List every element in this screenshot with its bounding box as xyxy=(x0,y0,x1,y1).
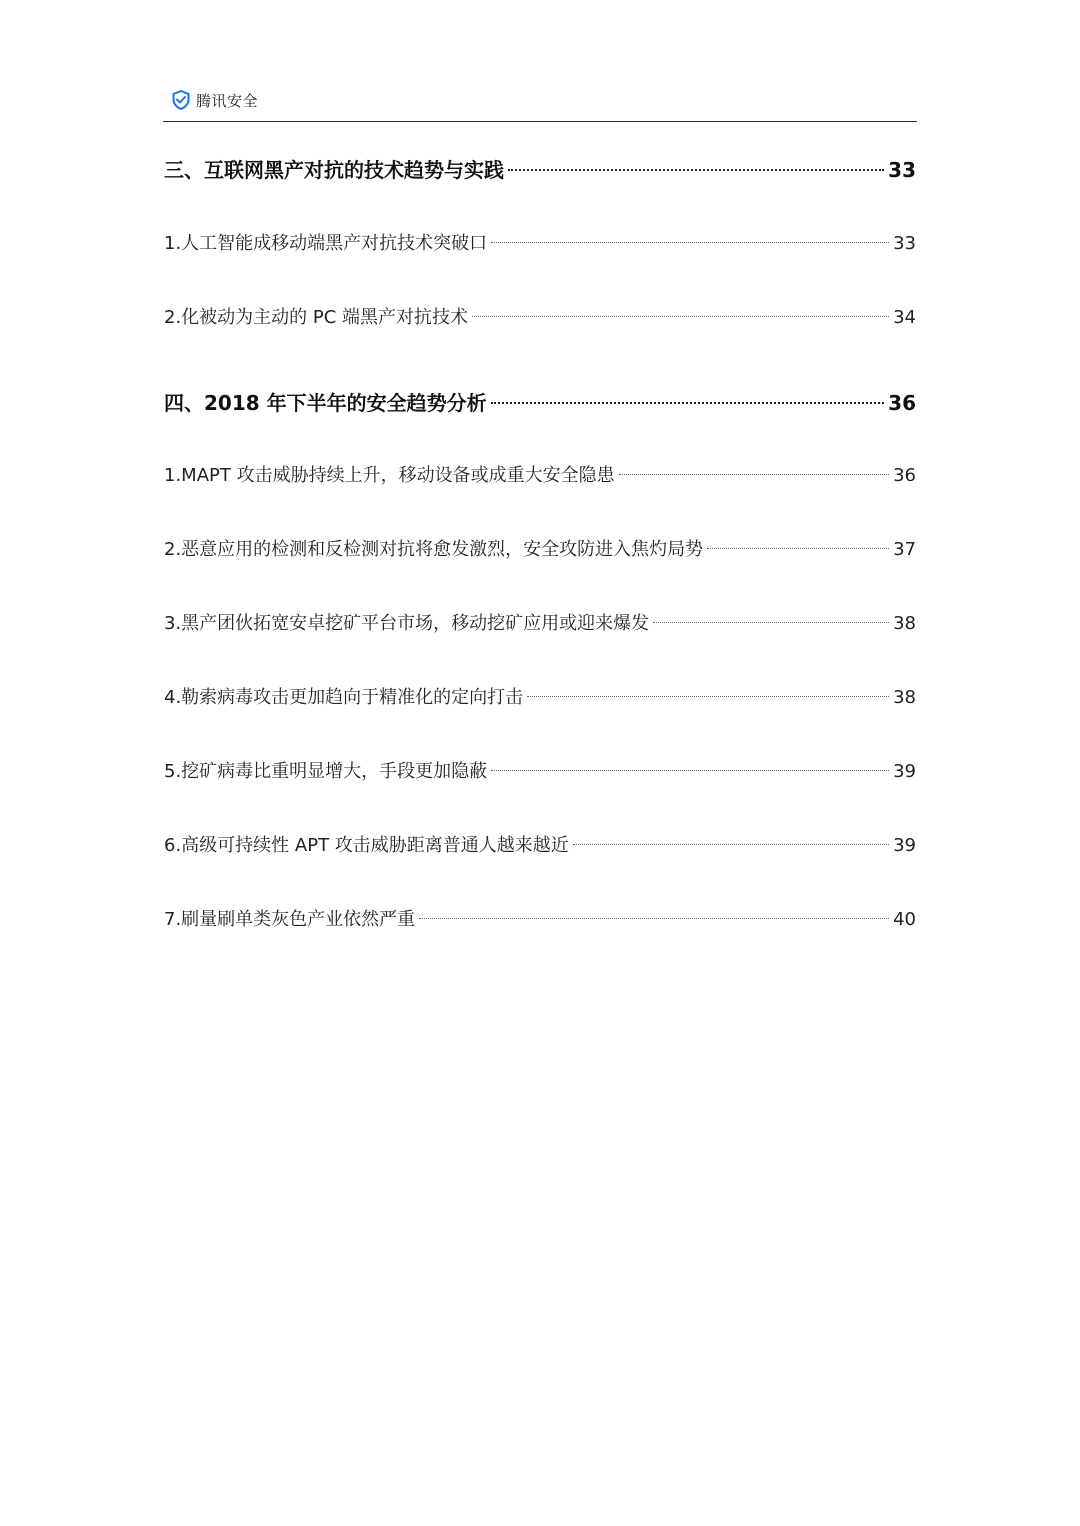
toc-dot-leader xyxy=(491,242,889,243)
toc-item-4-7[interactable] xyxy=(164,905,916,931)
toc-dot-leader xyxy=(508,169,884,171)
toc-page-number: 33 xyxy=(893,233,916,254)
toc-dot-leader xyxy=(573,844,889,845)
toc-entry-title: 6.高级可持续性 APT 攻击威胁距离普通人越来越近 xyxy=(164,835,569,856)
toc-item-4-2[interactable] xyxy=(164,535,916,561)
toc-page-number: 37 xyxy=(893,539,916,560)
toc-section-4[interactable] xyxy=(164,387,916,416)
toc-item-3-1[interactable] xyxy=(164,229,916,255)
toc-page-number: 40 xyxy=(893,909,916,930)
toc-page-number: 34 xyxy=(893,307,916,328)
toc-page-number: 36 xyxy=(888,391,916,415)
toc-entry-title: 四、2018 年下半年的安全趋势分析 xyxy=(164,391,487,415)
toc-entry-title: 1.MAPT 攻击威胁持续上升，移动设备或成重大安全隐患 xyxy=(164,465,615,486)
toc-item-4-4[interactable] xyxy=(164,683,916,709)
toc-page-number: 39 xyxy=(893,835,916,856)
toc-dot-leader xyxy=(653,622,889,623)
toc-item-3-2[interactable] xyxy=(164,303,916,329)
toc-page-number: 39 xyxy=(893,761,916,782)
toc-dot-leader xyxy=(472,316,889,317)
toc-entry-title: 2.恶意应用的检测和反检测对抗将愈发激烈，安全攻防进入焦灼局势 xyxy=(164,539,704,560)
toc-item-4-3[interactable] xyxy=(164,609,916,635)
toc-page-number: 36 xyxy=(893,465,916,486)
toc-item-4-1[interactable] xyxy=(164,461,916,487)
toc-entry-title: 4.勒索病毒攻击更加趋向于精准化的定向打击 xyxy=(164,687,524,708)
toc-entry-title: 三、互联网黑产对抗的技术趋势与实践 xyxy=(164,158,504,182)
toc-dot-leader xyxy=(619,474,890,475)
toc-dot-leader xyxy=(419,918,889,919)
toc-dot-leader xyxy=(707,548,889,549)
toc-entry-title: 5.挖矿病毒比重明显增大，手段更加隐蔽 xyxy=(164,761,488,782)
toc-entry-title: 2.化被动为主动的 PC 端黑产对抗技术 xyxy=(164,307,469,328)
toc-page-number: 38 xyxy=(893,687,916,708)
page-header xyxy=(172,86,258,114)
toc-dot-leader xyxy=(527,696,889,697)
toc-page-number: 33 xyxy=(888,158,916,182)
toc-dot-leader xyxy=(491,402,885,404)
toc-page-number: 38 xyxy=(893,613,916,634)
toc-entry-title: 3.黑产团伙拓宽安卓挖矿平台市场，移动挖矿应用或迎来爆发 xyxy=(164,613,650,634)
toc-entry-title: 7.刷量刷单类灰色产业依然严重 xyxy=(164,909,416,930)
toc-item-4-5[interactable] xyxy=(164,757,916,783)
toc-dot-leader xyxy=(491,770,889,771)
brand-name: 腾讯安全 xyxy=(196,91,259,110)
toc-entry-title: 1.人工智能成移动端黑产对抗技术突破口 xyxy=(164,233,488,254)
shield-check-icon xyxy=(172,90,190,110)
toc-section-3[interactable] xyxy=(164,154,916,183)
toc-item-4-6[interactable] xyxy=(164,831,916,857)
header-divider xyxy=(163,121,917,122)
